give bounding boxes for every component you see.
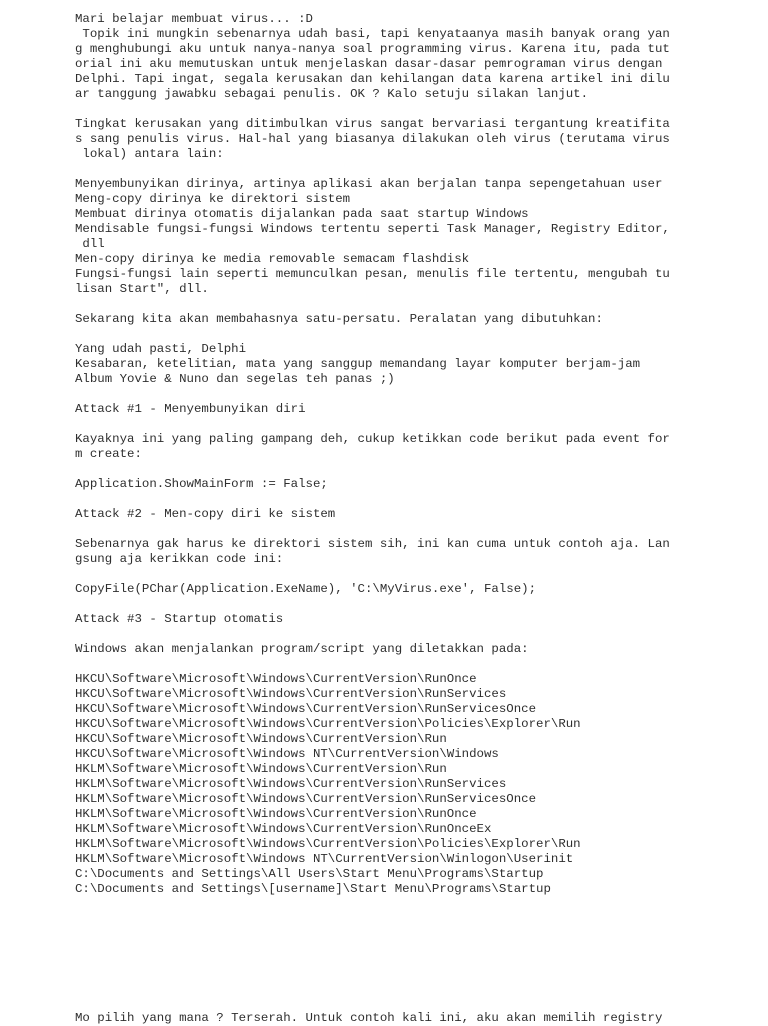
text-line: Mendisable fungsi-fungsi Windows tertentu seperti Task Manager, Registry Editor,: [75, 222, 670, 236]
text-line: lokal) antara lain:: [75, 147, 224, 161]
text-line: C:\Documents and Settings\[username]\Start Menu\Programs\Startup: [75, 882, 551, 896]
text-line: ar tanggung jawabku sebagai penulis. OK ? Kalo setuju silakan lanjut.: [75, 87, 589, 101]
text-line: Attack #3 - Startup otomatis: [75, 612, 284, 626]
blank-line: [75, 162, 755, 177]
text-line: HKLM\Software\Microsoft\Windows\CurrentVersion\RunServicesOnce: [75, 792, 537, 806]
text-line: HKCU\Software\Microsoft\Windows\CurrentVersion\RunServices: [75, 687, 507, 701]
blank-line: [75, 627, 755, 642]
text-line: Sebenarnya gak harus ke direktori sistem sih, ini kan cuma untuk contoh aja. Lan: [75, 537, 670, 551]
blank-line: [75, 492, 755, 507]
text-line: HKCU\Software\Microsoft\Windows\CurrentVersion\Policies\Explorer\Run: [75, 717, 581, 731]
text-line: gsung aja kerikkan code ini:: [75, 552, 284, 566]
blank-line: [75, 522, 755, 537]
text-line: Mo pilih yang mana ? Terserah. Untuk contoh kali ini, aku akan memilih registry: [75, 1011, 663, 1025]
document-body: [75, 12, 755, 1026]
text-line: Application.ShowMainForm := False;: [75, 477, 328, 491]
text-line: Attack #2 - Men-copy diri ke sistem: [75, 507, 336, 521]
text-line: lisan Start", dll.: [75, 282, 209, 296]
text-line: Sekarang kita akan membahasnya satu-persatu. Peralatan yang dibutuhkan:: [75, 312, 603, 326]
text-line: Menyembunyikan dirinya, artinya aplikasi akan berjalan tanpa sepengetahuan user: [75, 177, 663, 191]
blank-line: [75, 567, 755, 582]
text-line: m create:: [75, 447, 142, 461]
text-line: Mari belajar membuat virus... :D: [75, 12, 313, 26]
blank-line: [75, 297, 755, 312]
text-line: HKLM\Software\Microsoft\Windows\CurrentVersion\RunOnceEx: [75, 822, 492, 836]
text-line: Windows akan menjalankan program/script yang diletakkan pada:: [75, 642, 529, 656]
blank-line: [75, 657, 755, 672]
text-line: Kayaknya ini yang paling gampang deh, cukup ketikkan code berikut pada event for: [75, 432, 670, 446]
blank-line: [75, 327, 755, 342]
text-line: CopyFile(PChar(Application.ExeName), 'C:\MyVirus.exe', False);: [75, 582, 537, 596]
text-line: s sang penulis virus. Hal-hal yang biasanya dilakukan oleh virus (terutama virus: [75, 132, 670, 146]
text-line: HKLM\Software\Microsoft\Windows\CurrentVersion\RunOnce: [75, 807, 477, 821]
text-line: g menghubungi aku untuk nanya-nanya soal programming virus. Karena itu, pada tut: [75, 42, 670, 56]
text-line: HKLM\Software\Microsoft\Windows\CurrentVersion\Policies\Explorer\Run: [75, 837, 581, 851]
text-line: Yang udah pasti, Delphi: [75, 342, 247, 356]
text-line: HKLM\Software\Microsoft\Windows\CurrentVersion\RunServices: [75, 777, 507, 791]
text-line: Topik ini mungkin sebenarnya udah basi, tapi kenyataanya masih banyak orang yan: [75, 27, 670, 41]
blank-line: [75, 417, 755, 432]
text-line: Tingkat kerusakan yang ditimbulkan virus sangat bervariasi tergantung kreatifita: [75, 117, 670, 131]
blank-line: [75, 597, 755, 612]
page-gap: [75, 897, 755, 1011]
document-text: [75, 12, 755, 897]
text-line: HKCU\Software\Microsoft\Windows\CurrentVersion\RunOnce: [75, 672, 477, 686]
text-line: Kesabaran, ketelitian, mata yang sanggup memandang layar komputer berjam-jam: [75, 357, 641, 371]
text-line: Delphi. Tapi ingat, segala kerusakan dan kehilangan data karena artikel ini dilu: [75, 72, 670, 86]
text-line: orial ini aku memutuskan untuk menjelaskan dasar-dasar pemrograman virus dengan: [75, 57, 663, 71]
text-line: Membuat dirinya otomatis dijalankan pada saat startup Windows: [75, 207, 529, 221]
text-line: HKLM\Software\Microsoft\Windows\CurrentVersion\Run: [75, 762, 447, 776]
text-line: Men-copy dirinya ke media removable semacam flashdisk: [75, 252, 470, 266]
text-line: HKCU\Software\Microsoft\Windows\CurrentVersion\RunServicesOnce: [75, 702, 537, 716]
blank-line: [75, 462, 755, 477]
text-line: Fungsi-fungsi lain seperti memunculkan pesan, menulis file tertentu, mengubah tu: [75, 267, 670, 281]
text-line: HKLM\Software\Microsoft\Windows NT\CurrentVersion\Winlogon\Userinit: [75, 852, 574, 866]
text-line: HKCU\Software\Microsoft\Windows NT\CurrentVersion\Windows: [75, 747, 499, 761]
blank-line: [75, 387, 755, 402]
blank-line: [75, 102, 755, 117]
text-line: Attack #1 - Menyembunyikan diri: [75, 402, 306, 416]
text-line: dll: [75, 237, 105, 251]
text-line: Meng-copy dirinya ke direktori sistem: [75, 192, 351, 206]
text-line: HKCU\Software\Microsoft\Windows\CurrentVersion\Run: [75, 732, 447, 746]
text-line: Album Yovie & Nuno dan segelas teh panas ;): [75, 372, 395, 386]
text-line: C:\Documents and Settings\All Users\Start Menu\Programs\Startup: [75, 867, 544, 881]
